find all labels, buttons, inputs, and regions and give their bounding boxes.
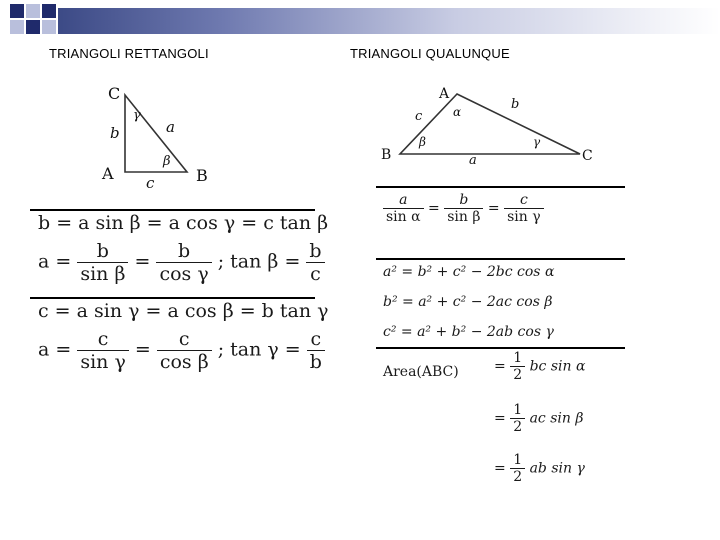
gradient-bar xyxy=(58,8,720,34)
vertex-B-label: B xyxy=(196,166,208,185)
angle-gamma-label: γ xyxy=(533,135,541,149)
side-c-label: c xyxy=(415,109,423,124)
fraction-den: sin γ xyxy=(504,208,544,225)
fraction-num: b xyxy=(459,192,469,208)
area-formula-tail: ac sin β xyxy=(529,410,584,427)
fraction-den: sin α xyxy=(383,208,424,225)
fraction xyxy=(77,240,128,285)
fraction-den: sin β xyxy=(444,208,483,225)
angle-beta-label: β xyxy=(419,135,426,149)
fraction-num: b xyxy=(96,240,109,262)
vertex-A-label: A xyxy=(102,164,114,183)
equals-sign: = xyxy=(494,460,506,477)
formula-b-relations: b = a sin β = a cos γ = c tan β xyxy=(38,212,329,234)
vertex-C-label: C xyxy=(582,148,593,164)
divider-line xyxy=(376,186,625,188)
angle-alpha-label: α xyxy=(453,105,462,119)
formula-lhs: a = xyxy=(38,338,72,361)
fraction-num: c xyxy=(310,328,322,350)
fraction-num: 1 xyxy=(513,452,523,468)
fraction-num: b xyxy=(177,240,191,262)
fraction-den: sin γ xyxy=(77,350,128,373)
fraction xyxy=(383,192,424,225)
fraction xyxy=(156,240,211,285)
fraction-num: c xyxy=(178,328,190,350)
title-decoration xyxy=(0,0,720,44)
fraction-den: 2 xyxy=(510,418,525,435)
side-a-label: a xyxy=(166,118,175,136)
law-of-sines xyxy=(383,192,544,225)
fraction xyxy=(77,328,128,373)
side-b-label: b xyxy=(511,97,520,112)
fraction-den: b xyxy=(307,350,325,373)
equals-sign: = xyxy=(494,358,506,375)
vertex-C-label: C xyxy=(108,84,121,103)
fraction xyxy=(510,350,525,383)
decor-square xyxy=(42,4,56,18)
equals-sign: = xyxy=(134,250,151,273)
fraction-num: b xyxy=(309,240,322,262)
area-formula-tail: bc sin α xyxy=(529,358,586,375)
fraction xyxy=(510,402,525,435)
side-c-label: c xyxy=(146,174,155,192)
fraction xyxy=(444,192,483,225)
formula-a-from-b xyxy=(38,240,325,285)
fraction-den: 2 xyxy=(510,468,525,485)
decor-square xyxy=(26,20,40,34)
fraction-num: a xyxy=(399,192,408,208)
angle-beta-label: β xyxy=(163,154,171,169)
fraction-den: 2 xyxy=(510,366,525,383)
decor-square xyxy=(42,20,56,34)
fraction-den: cos β xyxy=(157,350,212,373)
fraction xyxy=(307,328,325,373)
fraction xyxy=(157,328,212,373)
equals-sign: = xyxy=(134,338,151,361)
side-b-label: b xyxy=(110,124,120,142)
area-formula-2 xyxy=(494,402,583,435)
fraction xyxy=(504,192,544,225)
divider-line xyxy=(30,297,315,299)
fraction-num: c xyxy=(97,328,109,350)
formula-a-from-c xyxy=(38,328,325,373)
tan-relation: ; tan β = xyxy=(217,250,301,273)
fraction-den: cos γ xyxy=(156,262,211,285)
vertex-A-label: A xyxy=(439,86,450,102)
decor-square xyxy=(10,20,24,34)
fraction-num: 1 xyxy=(513,350,523,366)
fraction-num: c xyxy=(519,192,528,208)
divider-line xyxy=(30,209,315,211)
fraction-den: sin β xyxy=(77,262,128,285)
law-of-cosines-a: a² = b² + c² − 2bc cos α xyxy=(383,264,555,280)
formula-lhs: a = xyxy=(38,250,72,273)
fraction xyxy=(510,452,525,485)
vertex-B-label: B xyxy=(381,147,392,163)
decor-square xyxy=(10,4,24,18)
fraction-den: c xyxy=(306,262,324,285)
area-formula-1 xyxy=(494,350,585,383)
right-triangle-diagram xyxy=(95,80,225,195)
decor-square xyxy=(26,4,40,18)
fraction-num: 1 xyxy=(513,402,523,418)
equals-sign: = xyxy=(428,200,440,217)
formula-c-relations: c = a sin γ = a cos β = b tan γ xyxy=(38,300,329,322)
law-of-cosines-c: c² = a² + b² − 2ab cos γ xyxy=(383,324,554,340)
divider-line xyxy=(376,258,625,260)
angle-gamma-label: γ xyxy=(133,108,141,123)
heading-right-triangles: TRIANGOLI RETTANGOLI xyxy=(49,46,209,61)
area-label: Area(ABC) xyxy=(383,364,459,380)
equals-sign: = xyxy=(494,410,506,427)
area-formula-tail: ab sin γ xyxy=(529,460,585,477)
side-a-label: a xyxy=(469,153,477,168)
law-of-cosines-b: b² = a² + c² − 2ac cos β xyxy=(383,294,553,310)
equals-sign: = xyxy=(487,200,500,217)
general-triangle-diagram xyxy=(375,80,600,170)
heading-general-triangles: TRIANGOLI QUALUNQUE xyxy=(350,46,510,61)
tan-relation: ; tan γ = xyxy=(217,338,301,361)
area-formula-3 xyxy=(494,452,585,485)
divider-line xyxy=(376,347,625,349)
fraction xyxy=(306,240,324,285)
